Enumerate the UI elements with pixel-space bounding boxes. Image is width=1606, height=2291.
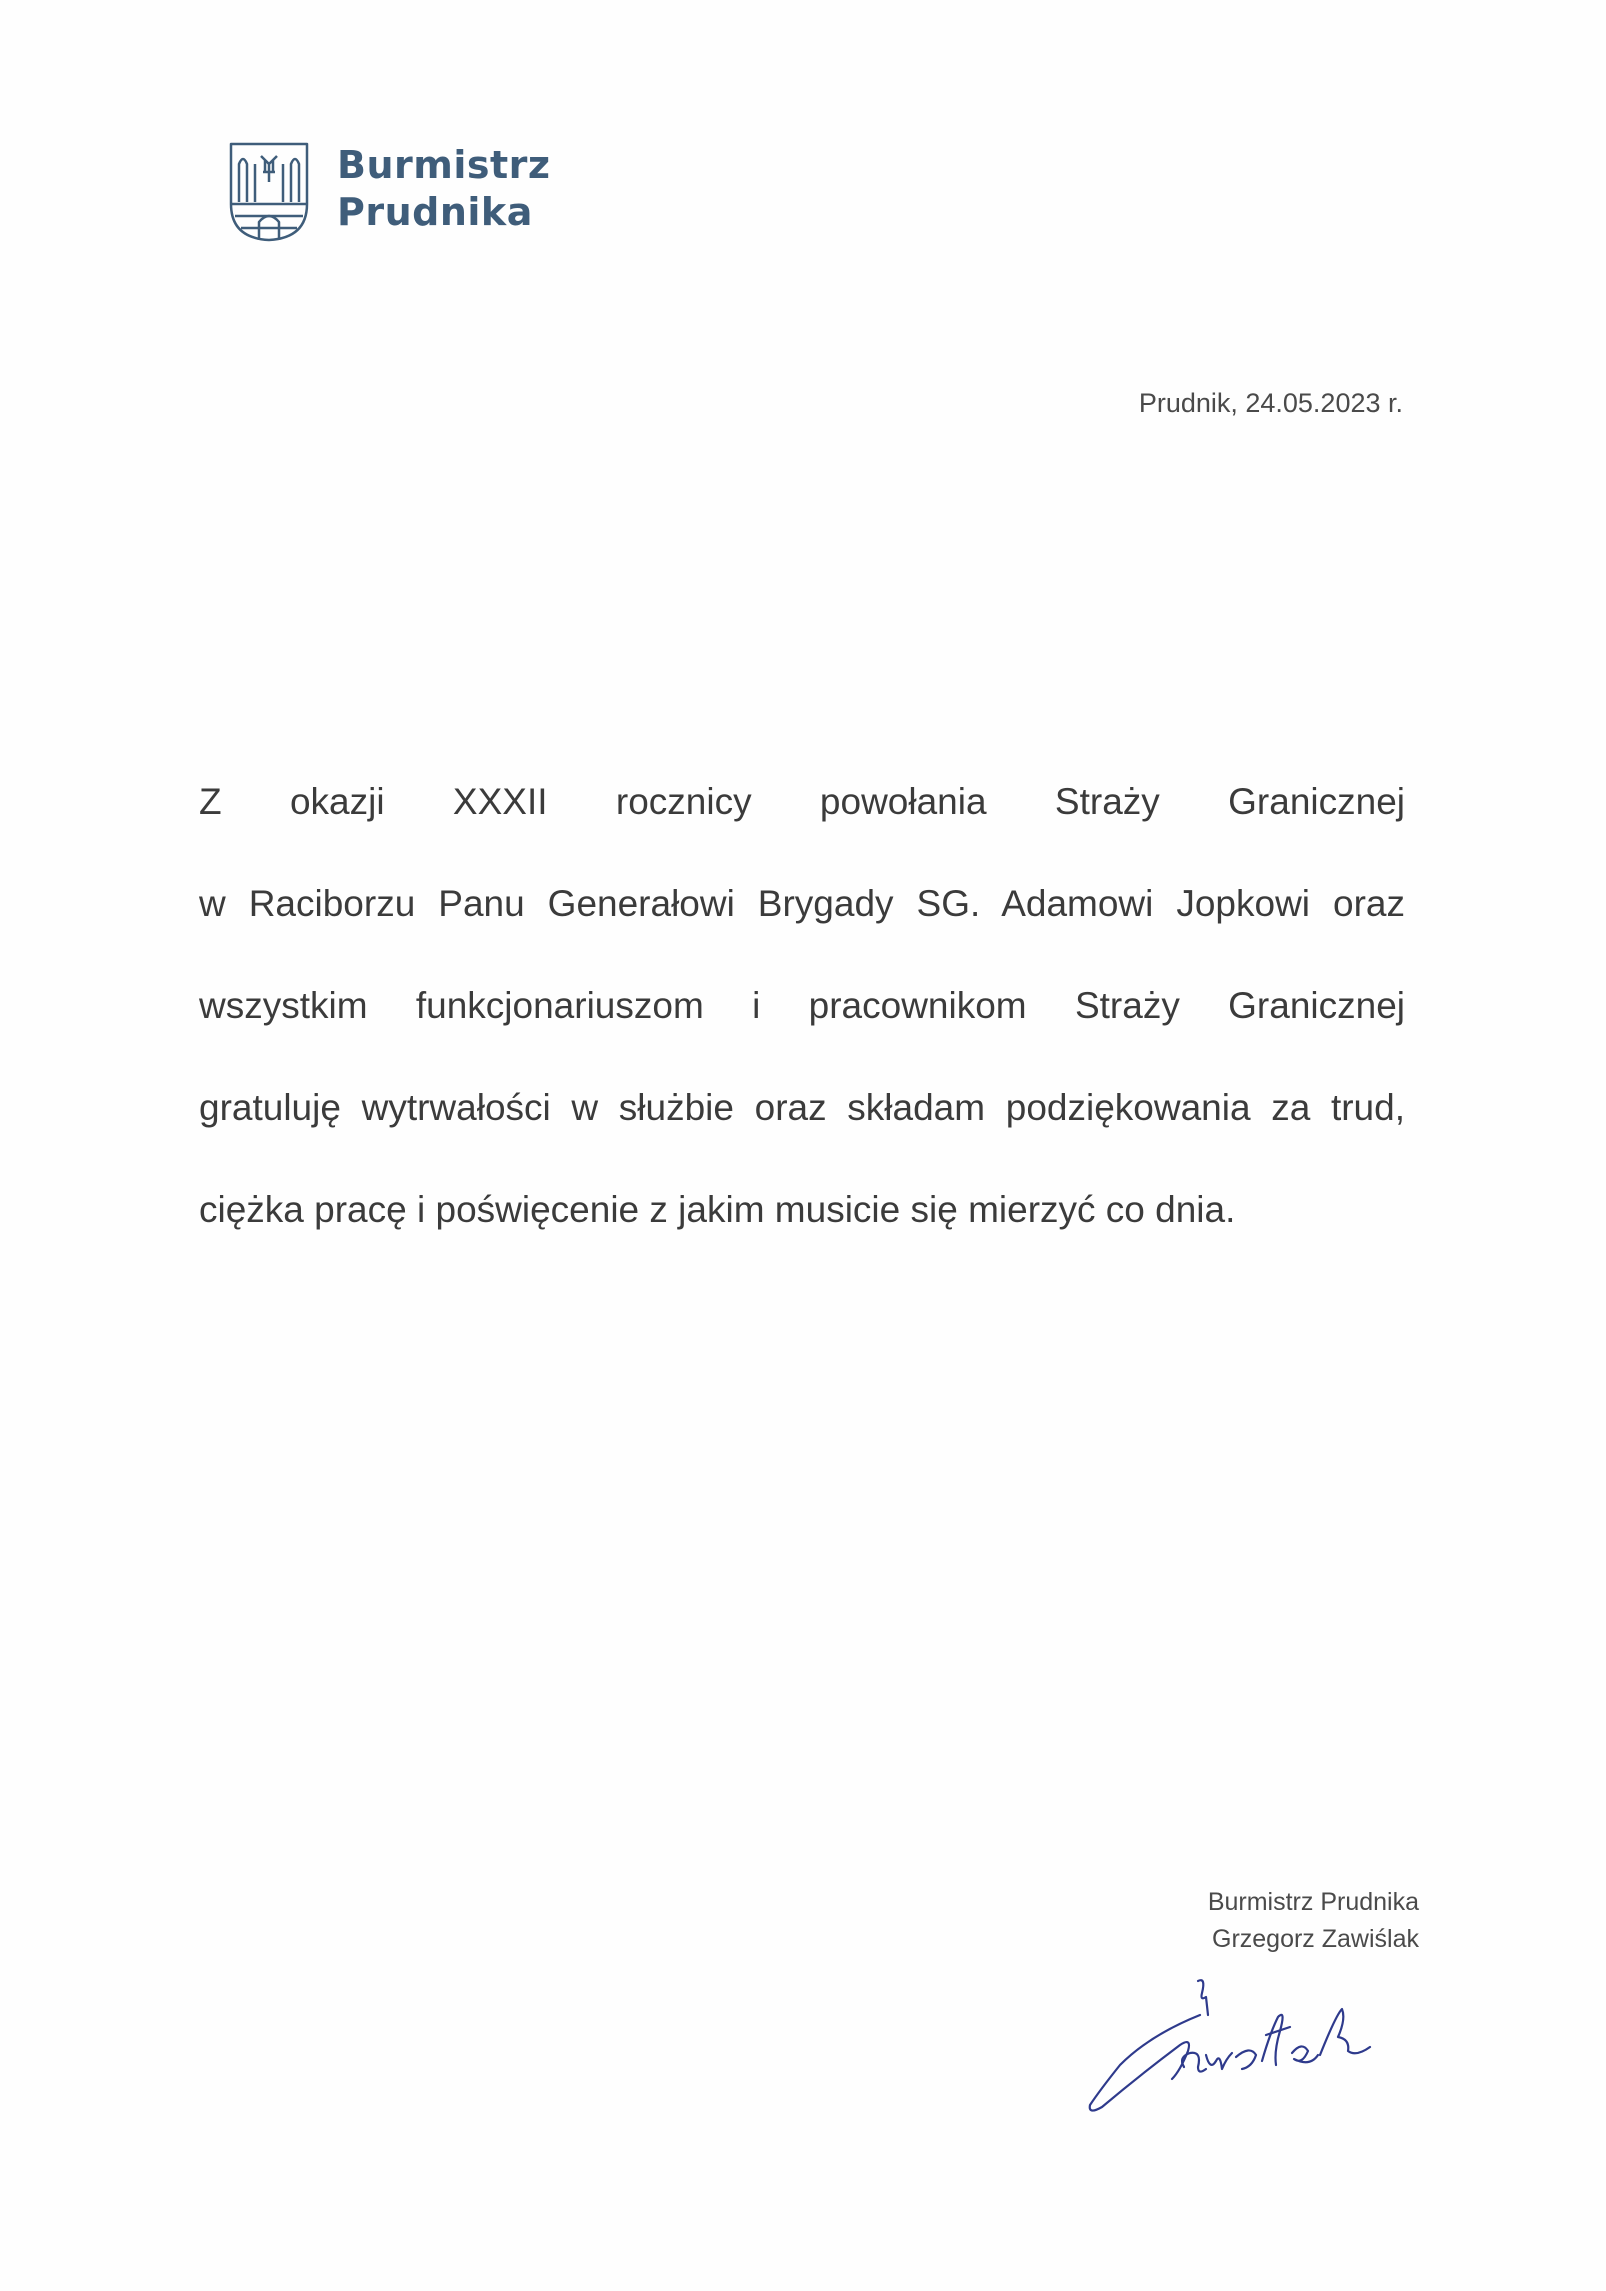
body-line: wszystkim funkcjonariuszom i pracownikom Straży Granicznej [199,985,1405,1026]
letter-body [199,770,1405,1280]
body-line: w Raciborzu Panu Generałowi Brygady SG. Adamowi Jopkowi oraz [199,883,1405,924]
signature-block [1208,1884,1419,1958]
handwritten-signature [1080,1975,1420,2125]
signatory-title: Burmistrz Prudnika [1207,1888,1419,1916]
body-line: gratuluję wytrwałości w służbie oraz składam podziękowania za trud, [199,1087,1405,1128]
signatory-name: Grzegorz Zawiślak [1212,1925,1419,1953]
letterhead [229,142,551,242]
body-line: Z okazji XXXII rocznicy powołania Straży Granicznej [199,781,1405,822]
coat-of-arms-icon [229,142,309,242]
organization-name-line2: Prudnika [337,190,533,234]
place-and-date: Prudnik, 24.05.2023 r. [1138,388,1403,418]
body-line: ciężka pracę i poświęcenie z jakim musicie się mierzyć co dnia. [199,1189,1236,1230]
organization-name-line1: Burmistrz [337,143,551,187]
organization-name [337,142,551,236]
